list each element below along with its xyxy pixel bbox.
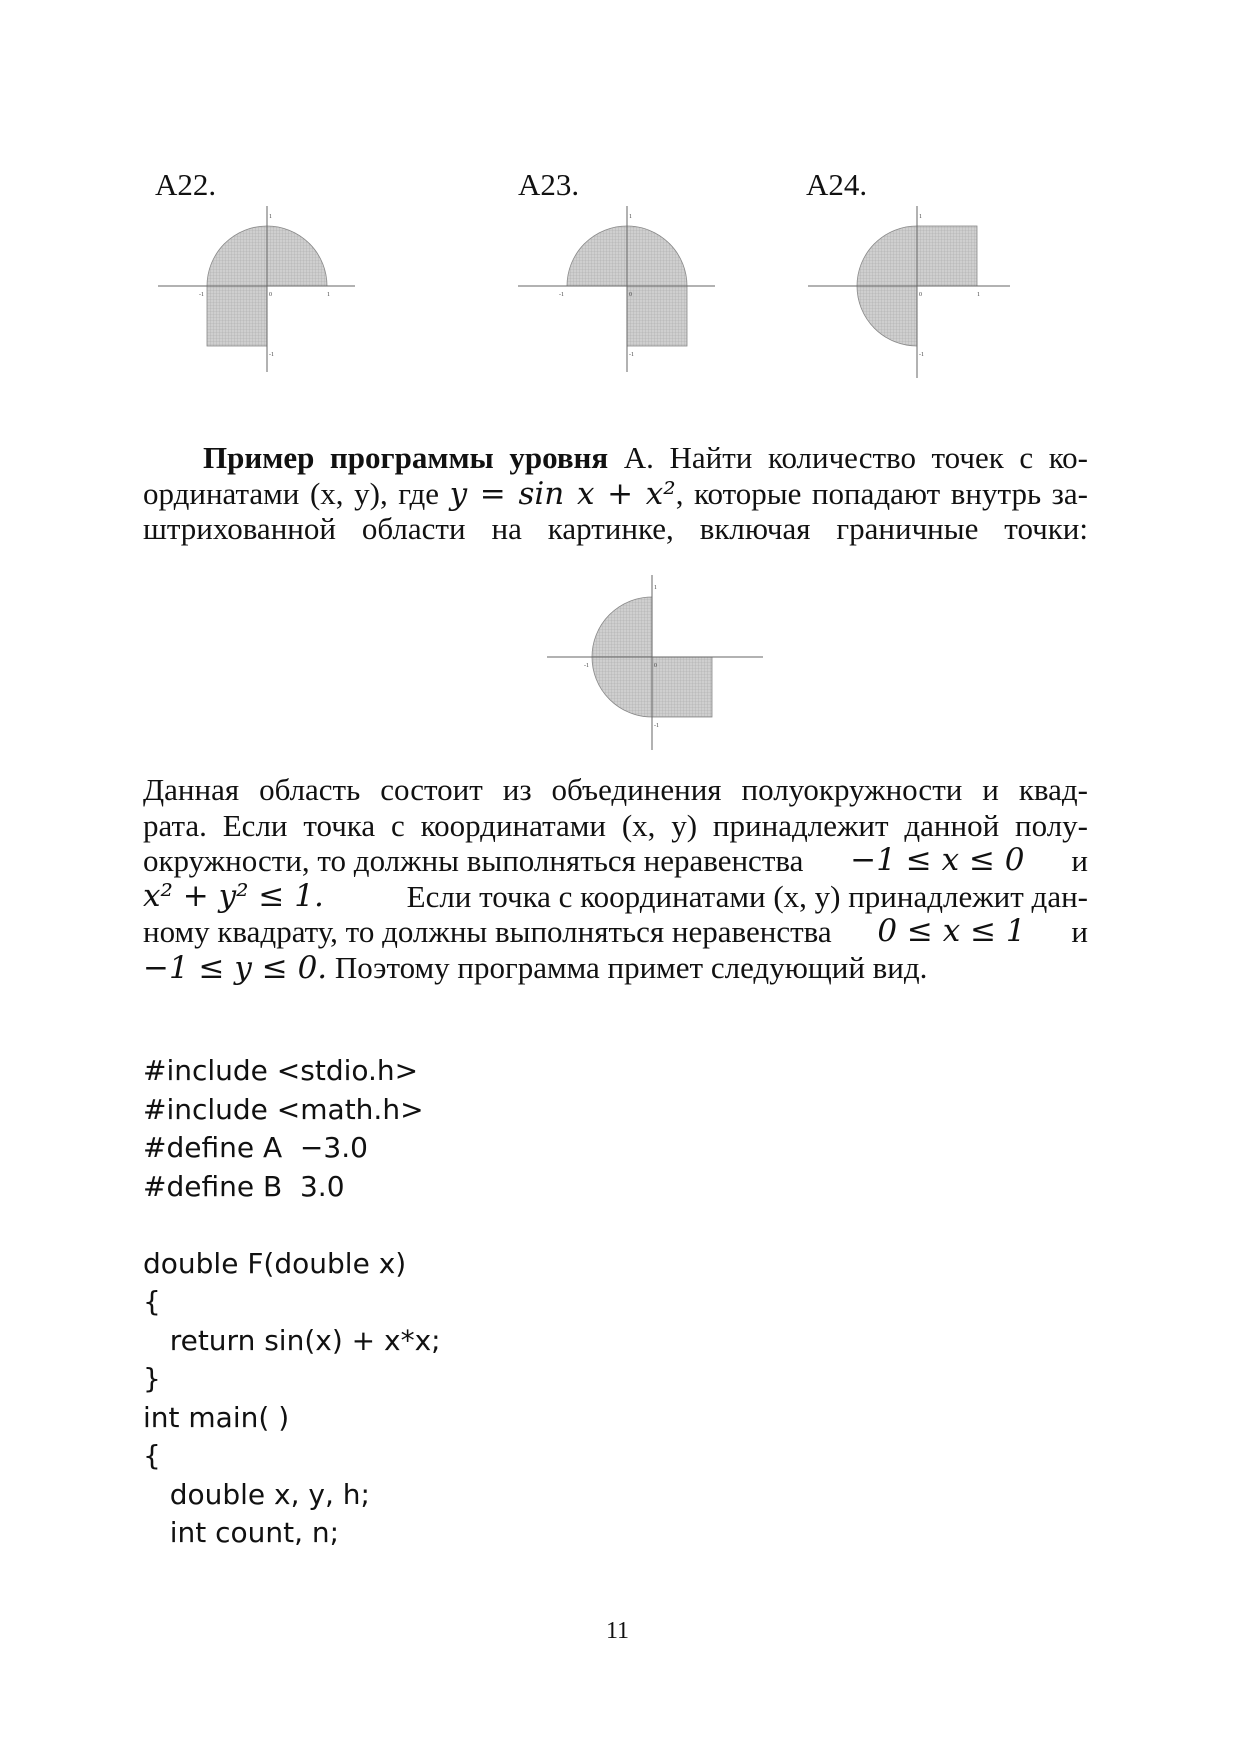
- code-line: double F(double x): [143, 1246, 407, 1280]
- explanation-line: x² + y² ≤ 1. Если точка с координатами (x, y) принадлежит дан-: [143, 877, 1088, 914]
- code-line: #define B 3.0: [143, 1169, 345, 1203]
- task-line-1: Пример программы уровня А. Найти количество точек с ко-: [203, 440, 1089, 475]
- explanation-paragraph: [143, 772, 1088, 985]
- code-line: {: [143, 1285, 161, 1318]
- figure-a23: [510, 200, 730, 380]
- a22-tick-label: 0: [269, 292, 272, 298]
- a22-tick-label: 1: [327, 292, 330, 298]
- code-line: return sin(x) + x*x;: [143, 1323, 441, 1357]
- a23-tick-label: 0: [629, 292, 632, 298]
- figure-label-a24: A24.: [806, 167, 868, 202]
- explanation-line: рата. Если точка с координатами (x, y) принадлежит данной полу-: [143, 807, 1088, 843]
- code-line: {: [143, 1439, 161, 1472]
- figure-example: [545, 575, 765, 755]
- task-paragraph: [143, 440, 1088, 547]
- a22-tick-label: -1: [199, 292, 204, 298]
- example-tick-label: 1: [654, 585, 657, 591]
- code-line: #define A −3.0: [143, 1131, 368, 1164]
- code-line: }: [143, 1362, 161, 1395]
- a23-tick-label: -1: [559, 292, 564, 298]
- a23-tick-label: -1: [629, 352, 634, 358]
- a24-tick-label: 1: [919, 214, 922, 220]
- example-square-region: [652, 657, 712, 717]
- example-tick-label: -1: [654, 723, 659, 729]
- code-blank-line: [143, 1206, 441, 1245]
- a22-square-region: [207, 286, 267, 346]
- explanation-line: −1 ≤ y ≤ 0. Поэтому программа примет следующий вид.: [143, 949, 928, 986]
- explanation-line: Данная область состоит из объединения полуокружности и квад-: [143, 772, 1088, 807]
- figure-label-a22: A22.: [155, 167, 217, 202]
- explanation-line: ному квадрату, то должны выполняться неравенства 0 ≤ x ≤ 1 и: [143, 913, 1088, 949]
- figure-a24: [800, 200, 1020, 380]
- code-line: #include <math.h>: [143, 1092, 424, 1126]
- explanation-line: окружности, то должны выполняться неравенства −1 ≤ x ≤ 0 и: [143, 842, 1088, 878]
- a22-tick-label: -1: [269, 352, 274, 358]
- page-number: 11: [605, 1618, 630, 1644]
- figure-label-a23: A23.: [518, 167, 580, 202]
- code-line: #include <stdio.h>: [143, 1054, 419, 1087]
- code-line: double x, y, h;: [143, 1477, 370, 1511]
- code-listing: [143, 1052, 441, 1553]
- code-line: int count, n;: [143, 1516, 340, 1549]
- code-line: int main( ): [143, 1400, 290, 1434]
- a24-tick-label: 1: [977, 292, 980, 298]
- task-line-2: ординатами (x, y), где y = sin x + x², которые попадают внутрь за-: [143, 475, 1088, 512]
- example-tick-label: 0: [654, 663, 657, 669]
- figure-a22: [150, 200, 370, 380]
- a24-tick-label: 0: [919, 292, 922, 298]
- a24-square-region: [917, 226, 977, 286]
- task-line-3: штрихованной области на картинке, включая граничные точки:: [143, 511, 1088, 546]
- a23-tick-label: 1: [629, 214, 632, 220]
- formula: y = sin x + x²: [449, 475, 676, 512]
- example-tick-label: -1: [584, 663, 589, 669]
- a23-square-region: [627, 286, 687, 346]
- a24-tick-label: -1: [919, 352, 924, 358]
- a22-tick-label: 1: [269, 214, 272, 220]
- task-heading: Пример программы уровня: [203, 440, 609, 475]
